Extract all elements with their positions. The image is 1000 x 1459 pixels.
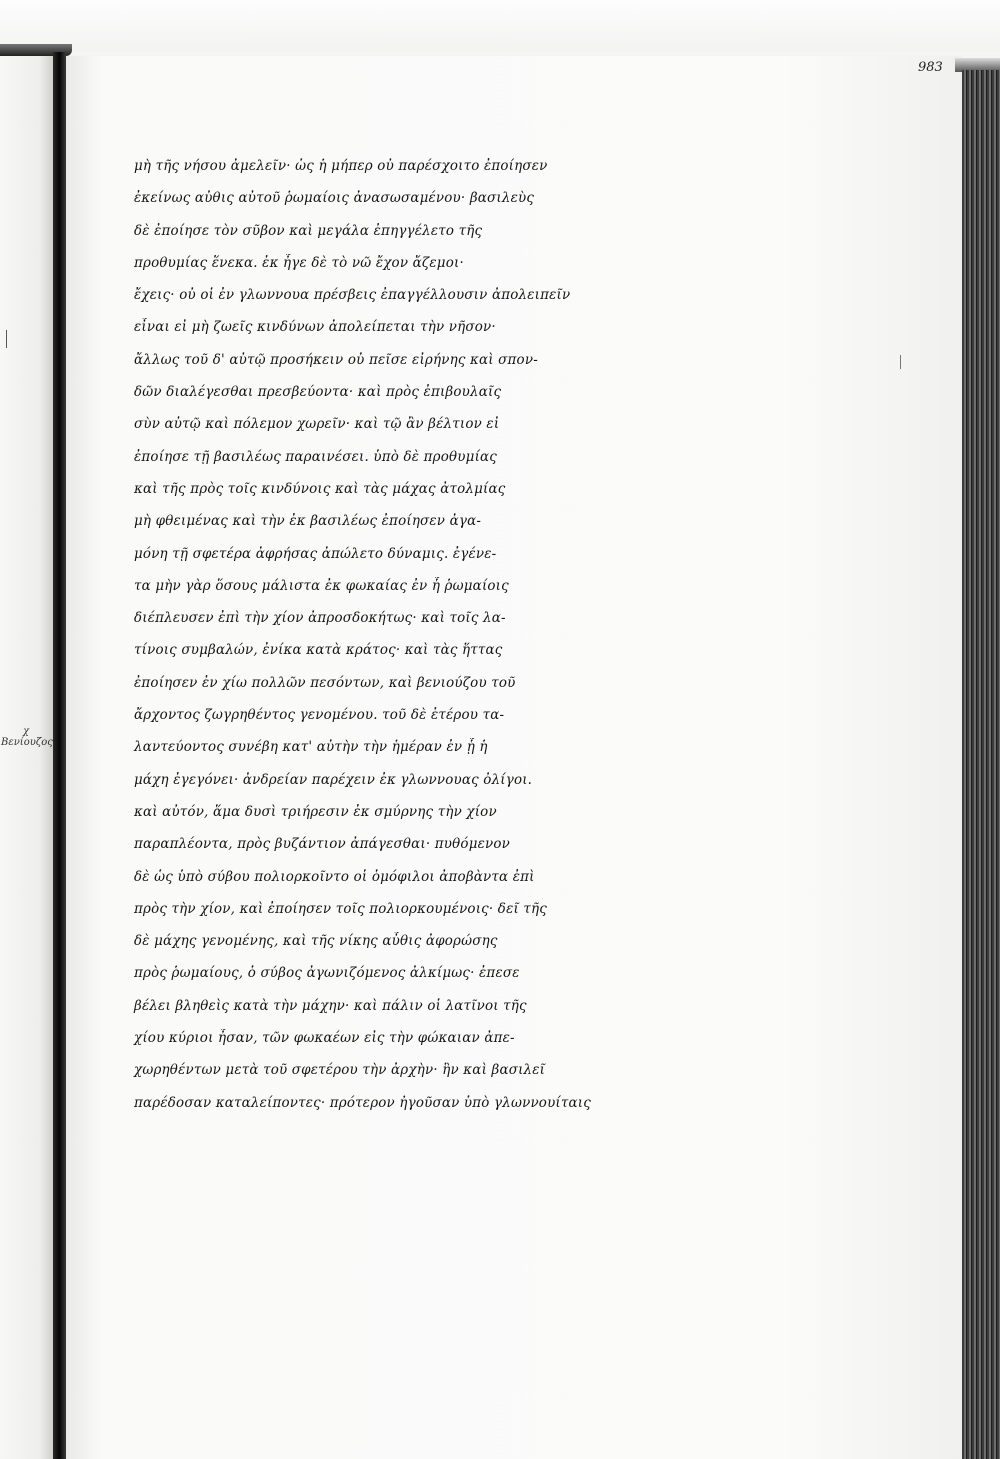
- text-line: δὲ μάχης γενομένης, καὶ τῆς νίκης αὖθις ἀφορώσης: [134, 933, 498, 950]
- text-line: ἐποίησεν ἐν χίω πολλῶν πεσόντων, καὶ βενιούζου τοῦ: [134, 674, 516, 691]
- text-line: καὶ τῆς πρὸς τοῖς κινδύνοις καὶ τὰς μάχας ἀτολμίας: [134, 480, 506, 497]
- text-line: δὲ ἐποίησε τὸν σῦβον καὶ μεγάλα ἐπηγγέλετο τῆς: [134, 222, 483, 239]
- text-line: ἔχεις· οὐ οἱ ἐν γλωννουα πρέσβεις ἐπαγγέλλουσιν ἀπολειπεῖν: [134, 287, 571, 304]
- text-line: ἐποίησε τῇ βασιλέως παραινέσει. ὑπὸ δὲ προθυμίας: [134, 448, 498, 465]
- text-line: σὺν αὐτῷ καὶ πόλεμον χωρεῖν· καὶ τῷ ἂν βέλτιον εἰ: [134, 416, 500, 433]
- margin-note: χ Βενίουζος: [1, 726, 53, 748]
- text-line: δῶν διαλέγεσθαι πρεσβεύοντα· καὶ πρὸς ἐπιβουλαῖς: [134, 384, 502, 401]
- text-line: λαντεύοντος συνέβη κατ' αὐτὴν τὴν ἡμέραν ἐν ᾗ ἡ: [134, 739, 488, 756]
- text-line: διέπλευσεν ἐπὶ τὴν χίον ἀπροσδοκήτως· καὶ τοῖς λα-: [134, 610, 506, 627]
- text-line: εἶναι εἰ μὴ ζωεῖς κινδύνων ἀπολείπεται τὴν νῆσον·: [134, 319, 496, 336]
- text-line: τίνοις συμβαλών, ἐνίκα κατὰ κράτος· καὶ τὰς ἥττας: [134, 642, 503, 659]
- page-stack-edge: [962, 70, 1000, 1459]
- text-line: τα μὴν γὰρ ὅσους μάλιστα ἐκ φωκαίας ἐν ἧ ῥωμαίοις: [134, 577, 509, 594]
- text-line: πρὸς τὴν χίον, καὶ ἐποίησεν τοῖς πολιορκουμένοις· δεῖ τῆς: [134, 900, 547, 917]
- text-line: χωρηθέντων μετὰ τοῦ σφετέρου τὴν ἀρχὴν· ἣν καὶ βασιλεῖ: [134, 1062, 546, 1079]
- facing-page-mark: [6, 330, 13, 348]
- text-line: βέλει βληθεὶς κατὰ τὴν μάχην· καὶ πάλιν οἱ λατῖνοι τῆς: [134, 997, 527, 1014]
- text-line: μὴ φθειμένας καὶ τὴν ἐκ βασιλέως ἐποίησεν ἀγα-: [134, 513, 482, 530]
- text-line: μάχη ἐγεγόνει· ἀνδρείαν παρέχειν ἐκ γλωννουας ὀλίγοι.: [134, 771, 533, 788]
- facing-page-edge: [0, 50, 56, 1459]
- top-background: [0, 0, 1000, 52]
- text-line: ἄρχοντος ζωγρηθέντος γενομένου. τοῦ δὲ ἑτέρου τα-: [134, 707, 505, 724]
- text-line: πρὸς ῥωμαίους, ὁ σύβος ἀγωνιζόμενος ἀλκίμως· ἐπεσε: [134, 965, 520, 982]
- text-line: ἐκείνως αὐθις αὐτοῦ ῥωμαίοις ἀνασωσαμένου· βασιλεὺς: [134, 190, 535, 207]
- book-spine: [53, 52, 66, 1459]
- text-line: προθυμίας ἕνεκα. ἐκ ἦγε δὲ τὸ νῶ ἔχον ἄζεμοι·: [134, 254, 464, 271]
- text-line: χίου κύριοι ἦσαν, τῶν φωκαέων εἰς τὴν φώκαιαν ἀπε-: [134, 1030, 515, 1047]
- pencil-mark: [900, 355, 901, 369]
- text-line: παραπλέοντα, πρὸς βυζάντιον ἀπάγεσθαι· πυθόμενον: [134, 836, 511, 853]
- text-line: δὲ ὡς ὑπὸ σύβου πολιορκοῖντο οἱ ὁμόφιλοι ἀποβὰντα ἐπὶ: [134, 868, 535, 885]
- text-line: καὶ αὐτόν, ἅμα δυσὶ τριήρεσιν ἐκ σμύρνης τὴν χίον: [134, 803, 497, 820]
- folio-number: 983: [918, 60, 943, 75]
- text-line: παρέδοσαν καταλείποντες· πρότερον ἠγοῦσαν ὑπὸ γλωννουίταις: [134, 1094, 591, 1111]
- text-line: ἄλλως τοῦ δ' αὐτῷ προσήκειν οὐ πεῖσε εἰρήνης καὶ σπον-: [134, 351, 538, 368]
- text-line: μὴ τῆς νήσου ἀμελεῖν· ὡς ἡ μήπερ οὐ παρέσχοιτο ἐποίησεν: [134, 158, 548, 174]
- manuscript-text: [134, 158, 634, 1127]
- text-line: μόνη τῇ σφετέρα ἀφρήσας ἀπώλετο δύναμις. ἐγένε-: [134, 545, 497, 562]
